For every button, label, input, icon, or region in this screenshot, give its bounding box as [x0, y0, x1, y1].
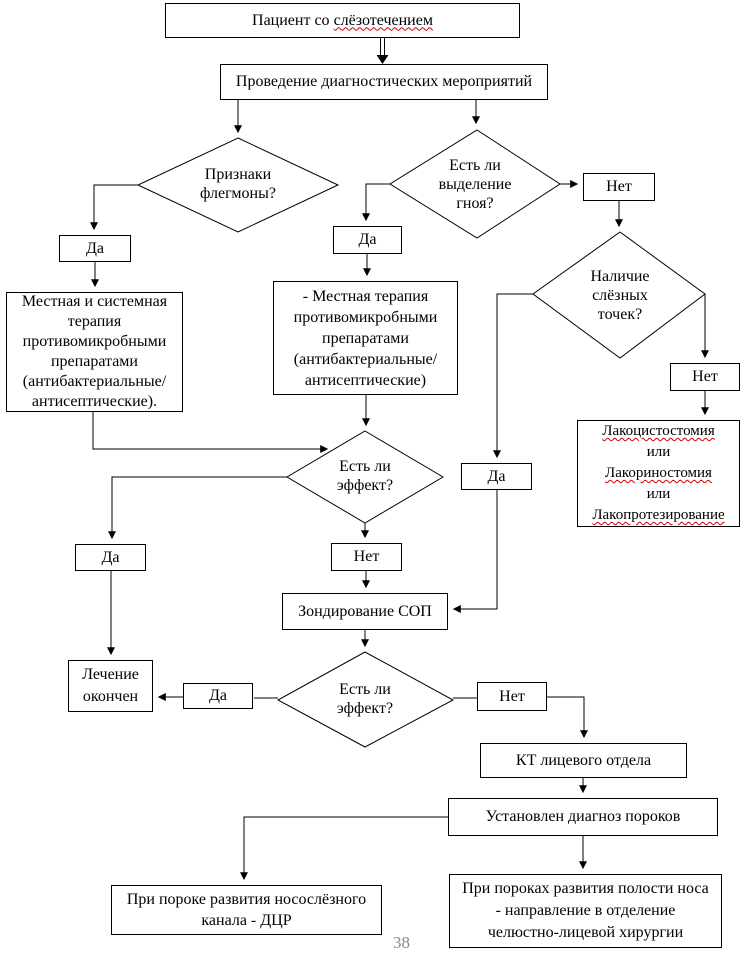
arrow-patient-to-diagnostics: [381, 38, 385, 56]
text-line: окончен: [82, 688, 139, 705]
text-line: эффект?: [336, 477, 394, 495]
node-no-pus: [583, 173, 655, 201]
text-line: канала - ДЦР: [201, 912, 292, 929]
text-line: Нет: [692, 368, 718, 385]
text-line: Да: [358, 231, 377, 248]
node-ct: [480, 743, 687, 778]
text-line: Установлен диагноз пороков: [485, 808, 681, 825]
text-line: терапия: [67, 313, 122, 330]
text-line: КТ лицевого отдела: [515, 751, 652, 769]
node-nasolacrimal-duct-text: [127, 889, 366, 931]
text-line: антисептические): [304, 371, 427, 389]
text-line: При пороке развития носослёзного: [126, 891, 367, 908]
diamond-lacrimal-points-label: [545, 267, 695, 325]
node-diagnosis: [448, 798, 718, 836]
node-patient-text: [252, 11, 433, 31]
diamond-pus-label: [400, 156, 550, 214]
text-line: противомикробными: [293, 308, 438, 326]
arrow-no4-to-ct: [547, 697, 584, 737]
text-line: антисептические).: [31, 393, 158, 410]
node-local-systemic-therapy-text: [22, 292, 167, 412]
node-diagnostics: [220, 64, 548, 100]
text-line: препаратами: [50, 353, 138, 370]
node-treatment-done-text: [82, 664, 139, 708]
arrow-patient-to-diagnostics-head: [377, 55, 389, 64]
node-no-effect2: [477, 682, 547, 711]
node-nasal-cavity-text: [462, 878, 709, 944]
text-line: Да: [85, 239, 104, 257]
text-line: (антибактериальные/: [293, 350, 438, 368]
text-line: Нет: [353, 548, 380, 565]
text-line: Есть ли: [449, 157, 501, 174]
text-line: Есть ли: [339, 681, 391, 698]
node-local-therapy-text: [294, 286, 438, 391]
arrow-pus-yes: [366, 184, 390, 220]
arrow-points-yes: [497, 294, 533, 457]
text-misspelled-word: слёзотечением: [333, 11, 433, 29]
node-nasolacrimal-duct: [111, 885, 382, 935]
text-line: - Местная терапия: [302, 287, 429, 305]
text-misspelled-word: Лакопротезирование: [592, 507, 725, 523]
text-line: челюстно-лицевой хирургии: [487, 924, 684, 941]
node-patient: [165, 3, 520, 38]
diamond-phlegmon-label: [158, 165, 318, 203]
text-line: противомикробными: [22, 333, 167, 350]
text-line: Проведение диагностических мероприятий: [235, 73, 533, 90]
node-yes-points: [461, 463, 532, 490]
node-no-points: [670, 363, 740, 391]
text-line: Наличие: [590, 268, 650, 285]
text-line: гноя?: [456, 195, 494, 213]
node-yes-effect1: [75, 544, 146, 571]
text-line: Да: [101, 548, 120, 566]
text-line: Пациент со: [252, 11, 334, 29]
node-no-effect1: [331, 543, 402, 571]
node-lacostomy-text: [592, 421, 724, 526]
arrow-therapy-to-effect1: [93, 412, 327, 449]
text-line: Есть ли: [339, 458, 391, 475]
arrow-effect1-yes: [112, 477, 287, 538]
text-line: Признаки: [204, 166, 272, 183]
text-line: Местная и системная: [21, 293, 168, 310]
node-lacostomy: [577, 420, 740, 527]
node-yes-pus: [333, 226, 402, 254]
text-line: - направление в отделение: [495, 902, 676, 919]
node-probing: [282, 593, 448, 630]
arrow-yes3-to-probing: [454, 490, 497, 609]
text-misspelled-word: Лакоцистостомия: [602, 423, 715, 439]
node-nasal-cavity: [449, 874, 722, 948]
arrow-phlegmon-yes: [94, 185, 138, 229]
text-line: (антибактериальные/: [22, 373, 167, 390]
text-line: При пороках развития полости носа: [462, 880, 709, 897]
text-line: или: [646, 486, 671, 502]
text-line: Нет: [499, 687, 525, 705]
diamond-effect2-label: [290, 680, 440, 718]
text-line: точек?: [597, 306, 643, 324]
text-line: Да: [487, 467, 506, 485]
arrow-diagnosis-to-nasolacrimal: [244, 817, 448, 879]
text-line: Нет: [606, 178, 632, 195]
node-treatment-done: [68, 660, 153, 712]
node-local-systemic-therapy: [6, 292, 183, 412]
node-local-therapy: [273, 281, 458, 395]
text-line: выделение: [438, 176, 512, 194]
text-line: или: [646, 444, 671, 460]
node-yes-effect2: [183, 683, 253, 709]
text-line: флегмоны?: [200, 185, 276, 203]
text-line: Лечение: [82, 666, 139, 683]
text-line: Да: [208, 687, 227, 704]
text-misspelled-word: Лакориностомия: [605, 465, 712, 481]
text-line: препаратами: [322, 329, 409, 347]
text-line: слёзных: [592, 287, 648, 305]
text-line: эффект?: [336, 700, 394, 718]
page-number: 38: [393, 933, 410, 952]
node-yes-phlegmon: [59, 235, 131, 262]
diamond-effect1-label: [290, 457, 440, 495]
text-line: Зондирование СОП: [298, 602, 432, 620]
